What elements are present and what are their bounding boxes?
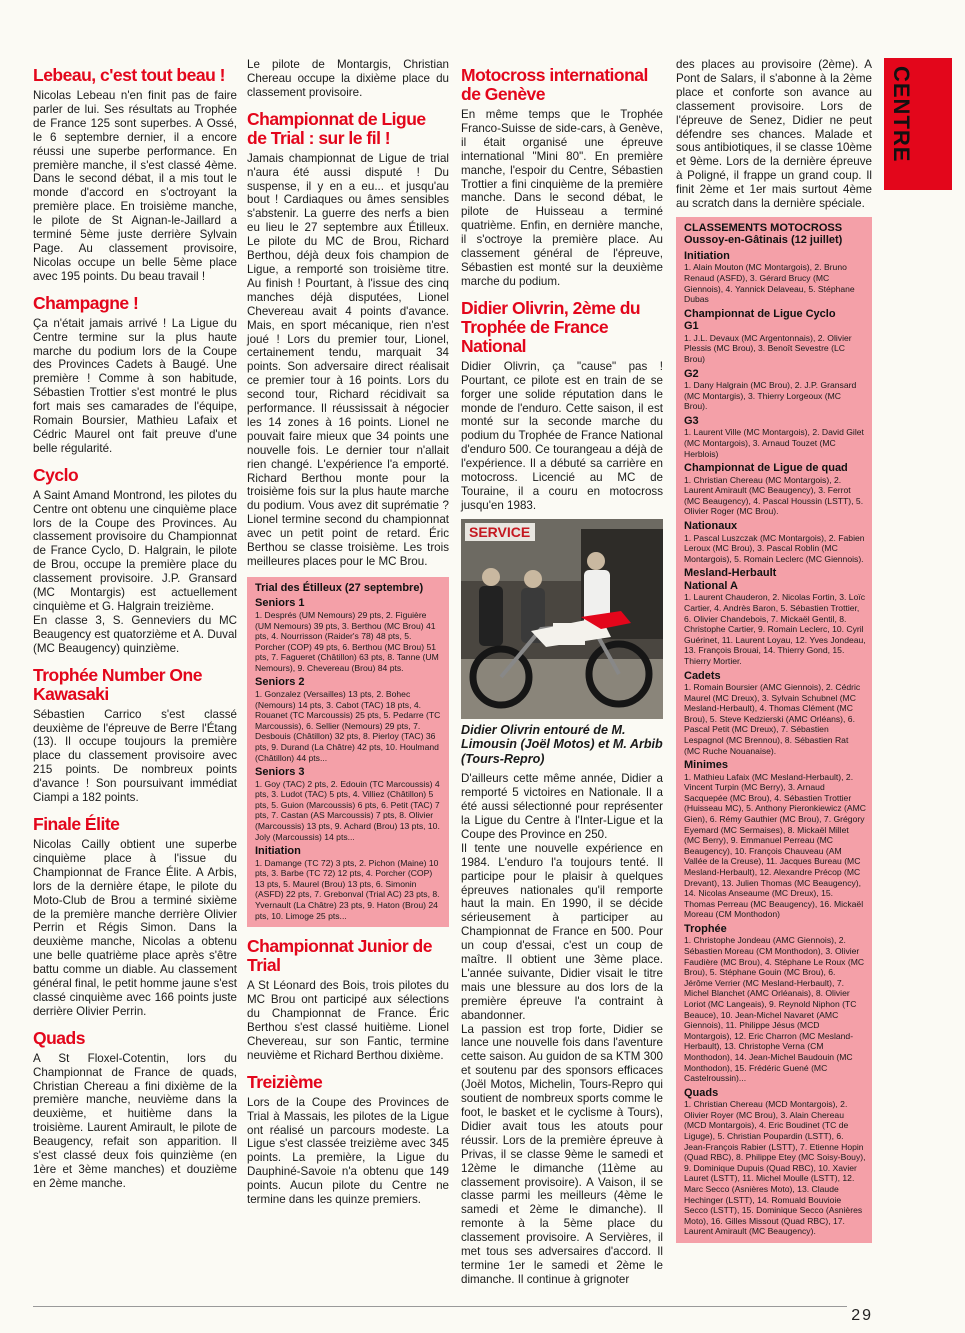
article-text: Le pilote de Montargis, Christian Chereau occupe la dixième place du classement provisoire.	[247, 58, 449, 99]
results-box-motocross	[676, 217, 872, 1243]
article-text: Lors de la Coupe des Provinces de Trial à Massais, les pilotes de la Ligue ont réalisé un parcours modeste. La Ligue s'est classée treizième avec 345 points. La première, la Ligue du Dauphiné-Savoie n'a obtenu que 149 points. Aucun pilote du Centre ne termine dans les quinze premiers.	[247, 1095, 449, 1207]
results-box-trial	[247, 577, 449, 927]
article-title: Cyclo	[33, 464, 79, 485]
column-2	[247, 58, 449, 1207]
box-results: 1. Christophe Jondeau (AMC Giennois), 2. Sébastien Moreau (CM Monthodon), 3. Olivier Faudière (MC Brou), 4. Stéphane Le Roux (MC Brou), 5. Stéphane Gouin (MC Brou), 6. Jérôme Verrier (MC Mesland-Herbault), 7. Michel Blanchet (AMC Orléanais), 8. Olivier Loriot (MC Langeais), 9. Reynold Niphon (TC Beauce), 10. Jean-Michel Navaret (AMC Giennois), 11. Philippe Jésus (MCD Montargois), 12. Eric Charron (MC Mesland-Herbault), 13. Christophe Verna (CM Monthodon), 14. Jean-Michel Baudouin (MC Monthodon), 15. Frédéric Guené (MC Castelroussin)...	[684, 935, 865, 1084]
column-3	[461, 58, 663, 1287]
box-results: 1. Dany Halgrain (MC Brou), 2. J.P. Gransard (MC Montargis), 3. Thierry Lorgeoux (MC Brou).	[684, 380, 857, 412]
box-results: 1. Pascal Luszczak (MC Montargois), 2. Fabien Leroux (MC Brou), 3. Pascal Roblin (MC Montargois), 5. Romain Leclerc (MC Giennois).	[684, 532, 865, 564]
box-results: 1. Goy (TAC) 2 pts, 2. Edouin (TC Marcoussis) 4 pts, 3. Ludot (TAC) 5 pts, 4. Villiez (Châtillon) 5 pts, 5. Guion (Marcoussis) 6 pts, 6. Petit (TAC) 7 pts, 7. Castan (AS Marcoussis) 7 pts, 8. Olivier (Marcoussis) 13 pts, 9. Achard (Brou) 13 pts, 10. Joly (Marcoussis) 14 pts...	[255, 778, 440, 842]
article-text: A St Léonard des Bois, trois pilotes du MC Brou ont participé aux sélections du Championnat de France. Éric Berthou s'est classé huitième. Lionel Chevereau, sur son Fantic, termine neuvième et Richard Berthou dixième.	[247, 979, 449, 1062]
box-results: 1. Christian Chereau (MCD Montargois), 2. Olivier Royer (MC Brou), 3. Alain Chereau (MCD Montargois), 4. Eric Boudinet (TC de Liguge), 5. Christian Poupardin (LSTT), 6. Jean-François Rabier (LSTT), 7. Etienne Hopin (Quad RBC), 8. Philippe Etey (MC Soisy-Bouy), 9. Dominique Dupuis (Quad RBC), 10. Xavier Lauret (LSTT), 11. Michel Moulle (LSTT), 12. Marc Secco (Asnières Moto), 13. Claude Hechinger (LSTT), 14. Romuald Bouvioie Secco (LSTT), 15. Dominique Secco (Asnières Moto), 16. Gilles Missout (Quad RBC), 17. Laurent Amirault (MC Beaugency).	[684, 1099, 866, 1237]
article-title: Quads	[33, 1027, 85, 1048]
article-text: A St Floxel-Cotentin, lors du Championnat de France de quads, Christian Chereau a fini dixième de la première manche, neuvième dans la deuxième, et huitième dans la troisième. Laurent Amirault, le pilote de Beaugency, refait son apparition. Il s'est classé deux fois quinzième (en 1ère et 3ème manches) et douzième en 2ème manche.	[33, 1051, 237, 1190]
box-subtitle: Seniors 2	[255, 676, 305, 689]
box-results: 1. J.L. Devaux (MC Argentonnais), 2. Olivier Plessis (MC Brou), 3. Benoît Sevestre (LC Brou)	[684, 332, 852, 365]
box-subtitle: Championnat de Ligue Cyclo	[684, 307, 836, 320]
box-place: Oussoy-en-Gâtinais (12 juillet)	[684, 234, 843, 247]
box-subtitle: Quads	[684, 1086, 719, 1099]
box-subtitle: G1	[684, 320, 699, 333]
box-subtitle: Nationaux	[684, 520, 738, 533]
article-title: Lebeau, c'est tout beau !	[33, 65, 225, 85]
box-subtitle: Mesland-Herbault	[684, 567, 777, 580]
box-subtitle: Initiation	[255, 845, 301, 858]
box-results: 1. Alain Mouton (MC Montargois), 2. Bruno Renaud (ASFD), 3. Gérard Brucy (MC Giennois), 4. Yannick Delaveau, 5. Stéphane Dubas	[684, 262, 855, 305]
box-subtitle: G3	[684, 414, 699, 427]
article-title: Treizième	[247, 1071, 323, 1092]
article-text: Sébastien Carrico s'est classé deuxième de l'épreuve de Berre l'Étang (13). Il occupe toujours la première place du classement provisoire avec 215 points. De nombreux points d'avance ! Son poursuivant immédiat Ciampi a 182 points.	[33, 707, 237, 805]
box-results: 1. Gonzalez (Versailles) 13 pts, 2. Bohec (Nemours) 14 pts, 3. Cabot (TAC) 18 pts, 4. Rouanet (TC Marcoussis) 25 pts, 5. Pedarre (TC Marcoussis), 6. Sellier (Nemours) 29 pts, 7. Desbouis (Châtillon) 32 pts, 8. Pierloy (TAC) 36 pts, 9. Durand (La Châtre) 42 pts, 10. Houlmand (Châtillon) 44 pts...	[255, 688, 441, 763]
box-subtitle: Championnat de Ligue de quad	[684, 462, 848, 475]
article-text: Il tente une nouvelle expérience en 1984. L'enduro l'a toujours tenté. Il participe pour le plaisir à quelques épreuves nationales qu'il remporte haut la main. En 1990, il se décide sérieusement à participer au Championnat de France en 500. Pour un coup d'essai, c'est un coup de maître. Il obtient une 3ème place. L'année suivante, Didier visait le titre mais une blessure au dos lors de la première épreuve l'a contraint à abandonner.	[461, 841, 663, 1022]
article-text: D'ailleurs cette même année, Didier a remporté 5 victoires en Nationale. Il a été aussi sélectionné pour représenter la Ligue du Centre à l'Inter-Ligue et la Coupe des Province en 250.	[461, 772, 663, 841]
box-title: Trial des Étilleux (27 septembre)	[255, 581, 424, 594]
box-results: 1. Christian Chereau (MC Montargois), 2. Laurent Amirault (MC Beaugency), 3. Ferrot (MC Beaugency), 4. Pascal Houssin (LSTT), 5. Olivier Roger (MC Brou).	[684, 474, 864, 517]
column-4	[676, 58, 872, 1243]
article-title: Championnat de Ligue de Trial : sur le fil !	[247, 108, 426, 148]
box-results: 1. Romain Boursier (AMC Giennois), 2. Cédric Maurel (MC Dreux), 3. Sylvain Schubnel (MC Mesland-Herbault), 4. Thomas Clément (MC Brou), 5. Steve Kedzierski (AMC Orléans), 6. Pascal Petit (MC Dreux), 7. Sébastien Lespagnol (MC Brennou), 8. Sébastien Rat (MC Ruche Nouanaise).	[684, 682, 861, 756]
article-title: Didier Olivrin, 2ème du Trophée de France National	[461, 297, 641, 356]
box-results: 1. Després (UM Nemours) 29 pts, 2. Figuière (UM Nemours) 39 pts, 3. Berthou (MC Brou) 41 pts, 4. Nourrisson (Raider's 78) 48 pts, 5. Porcher (COP) 49 pts, 6. Berthou (MC Brou) 51 pts, 7. Fagueret (Châtillon) 63 pts, 8. Tanne (UM Nemours), 9. Chevereau (Brou) 84 pts.	[255, 609, 439, 673]
article-title: Championnat Junior de Trial	[247, 936, 432, 976]
article-title: Trophée Number One Kawasaki	[33, 664, 202, 704]
box-subtitle: Minimes	[684, 759, 729, 772]
column-1	[33, 58, 237, 1191]
box-subtitle: Trophée	[684, 922, 727, 935]
article-title: Finale Élite	[33, 813, 120, 834]
article-text: Didier Olivrin, ça "cause" pas ! Pourtant, ce pilote est en train de se forger une solide réputation dans le monde de l'enduro. Cette saison, il est monté sur la seconde marche du podium du Trophée de France National d'enduro 500. Ce tourangeau a déjà de l'expérience. Il a débuté sa carrière en motocross. Licencié au MC de Touraine, il a couru en motocross jusqu'en 1983.	[461, 359, 663, 512]
article-text: Jamais championnat de Ligue de trial n'aura été aussi disputé ! Du suspense, il y en a eu... et jusqu'au bout ! Cardiaques ou âmes sensibles s'abstenir. La guerre des nerfs a bien eu lieu le 27 septembre aux Étilleux. Le pilote du MC de Brou, Richard Berthou, déjà deux fois champion de Ligue, a remporté son troisième titre. Au finish ! Pourtant, à l'issue des cinq manches déjà disputées, Lionel Chevereau avait 4 points d'avance. Mais, en sport mécanique, rien n'est joué ! Lors du premier tour, Lionel, certainement tendu, marquait 34 points. Son adversaire direct réalisait ce premier tour à 16 points. Lors du second tour, Richard récidivait sa performance. Il réussissait à négocier les 14 zones à 16 points. Lionel ne pouvait faire mieux que 34 points une nouvelle fois. Le dernier tour n'allait rien changé. L'expérience l'a emporté. Richard Berthou monte pour la troisième fois sur la plus haute marche du podium. Vous avez dit suprématie ? Lionel termine second du championnat avec un petit point de retard. Éric Berthou se classe troisième. Les trois meilleures places pour le MC Brou.	[247, 151, 449, 568]
box-results: 1. Laurent Chauderon, 2. Nicolas Fortin, 3. Loïc Cartier, 4. Andrès Baron, 5. Sébastien Trottier, 6. Olivier Chandebois, 7. Mickaël Gentil, 8. Christophe Cartier, 9. Romain Leclerc, 10. Cyril Guérinet, 11. Laurent Loyau, 12. Yves Jondeau, 13. François Brouai, 14. Thierry Gond, 15. Thierry Mortier.	[684, 592, 866, 666]
article-text: A Saint Amand Montrond, les pilotes du Centre ont obtenu une cinquième place lors de la Coupe des Provinces. Au classement provisoire du Championnat de France Cyclo, D. Halgrain, le pilote de Brou, occupe la première place du classement provisoire. J.P. Gransard (MC Montargis) est actuellement cinquième et G. Halgrain treizième.	[33, 488, 237, 613]
article-text: En classe 3, S. Genneviers du MC Beaugency est quatorzième et A. Duval (MC Beaugency) quinzième.	[33, 613, 237, 655]
box-subtitle: National A	[684, 579, 738, 592]
section-tab-label: CENTRE	[889, 66, 914, 163]
article-title: Motocross international de Genève	[461, 65, 648, 104]
article-title: Champagne !	[33, 292, 139, 313]
box-results: 1. Damange (TC 72) 3 pts, 2. Pichon (Maine) 10 pts, 3. Barbe (TC 72) 12 pts, 4. Porcher (COP) 13 pts, 5. Maurel (Brou) 13 pts, 6. Simonin (ASFD) 22 pts, 7. Grebonval (Trial AC) 23 pts, 8. Yvernault (La Châtre) 23 pts, 9. Haton (Brou) 24 pts, 10. Limoge 25 pts...	[255, 857, 440, 921]
photo-illustration	[461, 519, 663, 719]
article-text: Nicolas Cailly obtient une superbe cinquième place à l'issue du Championnat de France Élite. A Arbis, lors de la dernière étape, le pilote du Moto-Club de Brou a terminé sixième de la première manche derrière Olivier Perrin et Régis Simon. Dans la deuxième manche, Nicolas a obtenu une belle quatrième place après s'être battu comme un diable. Au classement général final, le petit homme jaune s'est classé cinquième avec 166 points juste derrière Olivier Perrin.	[33, 837, 237, 1018]
article-text: La passion est trop forte, Didier se lance une nouvelle fois dans l'aventure cette saison. Au guidon de sa KTM 300 et soutenu par des sponsors efficaces (Joël Motos, Michelin, Tours-Repro qui soutient de nombreux sports comme le foot, le basket et le cyclisme à Tours), Didier avait tous les atouts pour réussir. Lors de la première épreuve à Privas, il se classe 9ème le samedi et 12ème le dimanche (11ème au classement provisoire). A Vaison, il se classe parmi les meilleurs (4ème le samedi et 2ème le dimanche). Il remonte à la 5ème place du classement provisoire. A Servières, il met tous ses adversaires d'accord. Il termine 1er le samedi et 2ème le dimanche. Il continue à grignoter	[461, 1022, 663, 1286]
article-text: des places au provisoire (2ème). A Pont de Salars, il s'abonne à la 2ème place et conforte son avance au classement provisoire. Lors de l'épreuve de Senez, Didier ne peut défendre ses chances. Malade et sous antibiotiques, il se classe 10ème et 9ème. Lors de la dernière épreuve à Poligné, il frappe un grand coup. Il finit 2ème et 1er mais surtout 4ème au scratch dans la dernière spéciale.	[676, 58, 872, 211]
box-subtitle: Seniors 3	[255, 766, 305, 779]
box-subtitle: Seniors 1	[255, 597, 305, 610]
photo-caption: Didier Olivrin entouré de M. Limousin (Joël Motos) et M. Arbib (Tours-Repro)	[461, 722, 663, 766]
box-results: 1. Mathieu Lafaix (MC Mesland-Herbault), 2. Vincent Turpin (MC Berry), 3. Arnaud Sacquepée (MC Brou), 4. Sébastien Trottier (Huisseau MC), 5. Anthony Pieronkiewicz (AMC Gien), 6. Rémy Gauthier (MC Brou), 7. Grégory Eyemard (MC Sermaises), 8. Mickaël Millet (MC Berry), 9. Emmanuel Perreau (MC Beaugency), 10. François Chauveau (AM Vallée de la Creuse), 11. Jacques Bureau (MC Mesland-Herbault), 12. Alexandre Précop (MC Drevant), 13. Julien Thomas (MC Beaugency), 14. Nicolas Anseaume (MC Dreux), 15. Thomas Perreau (MC Beaugency), 16. Mickaël Moreau (CM Monthodon)	[684, 771, 866, 920]
article-text: Ça n'était jamais arrivé ! La Ligue du Centre termine sur la plus haute marche du podium lors de la Coupe des Provinces Cadets à Baugé. Une première ! Comme à son habitude, Sébastien Trottier s'est montré le plus fort mais ses camarades de l'équipe, Romain Boursier, Mathieu Lafaix et Cédric Maurel ont fait preuve d'une belle régularité.	[33, 316, 237, 455]
box-results: 1. Laurent Ville (MC Montargois), 2. David Gilet (MC Montargois), 3. Arnaud Touzet (MC Herblois)	[684, 427, 864, 459]
box-subtitle: Initiation	[684, 249, 730, 262]
box-subtitle: Cadets	[684, 669, 721, 682]
bottom-rule	[33, 1306, 847, 1307]
article-text: En même temps que le Trophée Franco-Suisse de side-cars, à Genève, il était organisé une épreuve international "Mini 80". En première manche, l'espoir du Centre, Sébastien Trottier a fini cinquième de la première manche. Dans le second débat, le pilote de Huisseau a terminé quatrième. Enfin, en dernière manche, il s'octroye la première place. Au classement général de l'épreuve, Sébastien est monté sur la deuxième marche du podium.	[461, 108, 663, 288]
box-title: CLASSEMENTS MOTOCROSS	[684, 221, 843, 234]
box-subtitle: G2	[684, 367, 699, 380]
page-number: 29	[851, 1307, 873, 1324]
photo-motorbike	[461, 519, 663, 719]
shop-sign: SERVICE	[469, 523, 531, 540]
article-text: Nicolas Lebeau n'en finit pas de faire parler de lui. Ses résultats au Trophée de France 125 sont superbes. A Ossé, le 6 septembre dernier, il a encore réussi une superbe performance. En première manche, il s'est classé 4ème. Dans le second débat, il a mis tout le monde d'accord en s'octroyant la première place. En troisième manche, le pilote de St Aignan-le-Jaillard a terminé 5ème juste derrière Sylvain Page. Au classement provisoire, Nicolas occupe un belle 5ème place avec 195 points. Du beau travail !	[33, 89, 237, 283]
